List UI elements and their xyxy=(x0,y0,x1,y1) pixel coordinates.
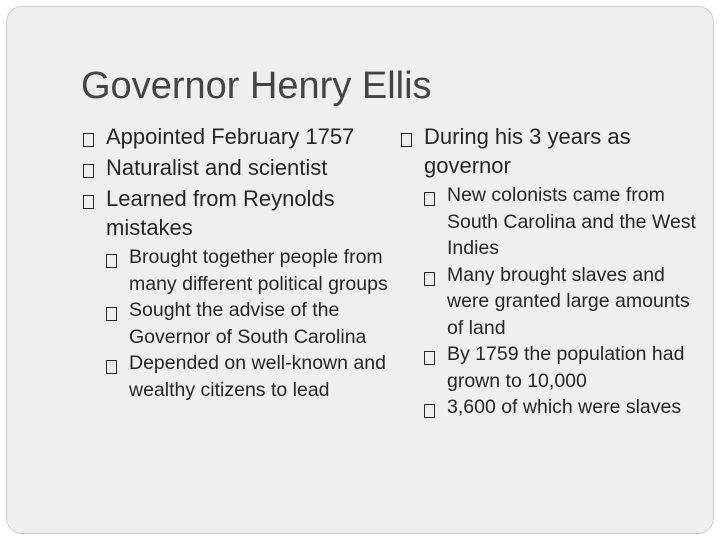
bullet-item xyxy=(83,122,393,151)
bullet-text: Naturalist and scientist xyxy=(106,155,328,180)
bullet-item xyxy=(83,184,393,242)
missing-glyph-box-icon xyxy=(106,354,120,381)
bullet-text: Learned from Reynolds mistakes xyxy=(106,186,335,240)
sub-bullet-item xyxy=(83,350,393,403)
sub-bullet-item xyxy=(83,297,393,350)
bullet-text: Appointed February 1757 xyxy=(106,124,355,149)
sub-bullet-item xyxy=(401,341,701,394)
missing-glyph-box-icon xyxy=(424,186,438,213)
missing-glyph-box-icon xyxy=(424,398,438,425)
missing-glyph-box-icon xyxy=(424,345,438,372)
missing-glyph-box-icon xyxy=(424,266,438,293)
bullet-text: During his 3 years as governor xyxy=(424,124,631,178)
sub-bullet-item xyxy=(401,182,701,262)
missing-glyph-box-icon xyxy=(106,301,120,328)
sub-bullet-text: Brought together people from many different political groups xyxy=(129,246,388,295)
sub-bullet-text: Depended on well-known and wealthy citizens to lead xyxy=(129,352,386,401)
missing-glyph-box-icon xyxy=(106,248,120,275)
bullet-item xyxy=(401,122,701,180)
slide-title: Governor Henry Ellis xyxy=(81,65,432,107)
sub-bullet-item xyxy=(401,394,701,421)
slide xyxy=(6,6,714,534)
sub-bullet-item xyxy=(401,262,701,342)
sub-bullet-item xyxy=(83,244,393,297)
sub-bullet-text: New colonists came from South Carolina and the West Indies xyxy=(447,184,696,259)
right-column xyxy=(401,122,701,421)
bullet-item xyxy=(83,153,393,182)
missing-glyph-box-icon xyxy=(83,126,97,155)
missing-glyph-box-icon xyxy=(83,188,97,217)
sub-bullet-text: By 1759 the population had grown to 10,000 xyxy=(447,343,685,392)
missing-glyph-box-icon xyxy=(83,157,97,186)
sub-bullet-text: Sought the advise of the Governor of South Carolina xyxy=(129,299,367,348)
sub-bullet-text: 3,600 of which were slaves xyxy=(447,396,682,418)
left-column xyxy=(83,122,393,403)
sub-bullet-text: Many brought slaves and were granted large amounts of land xyxy=(447,263,690,339)
missing-glyph-box-icon xyxy=(401,126,415,155)
